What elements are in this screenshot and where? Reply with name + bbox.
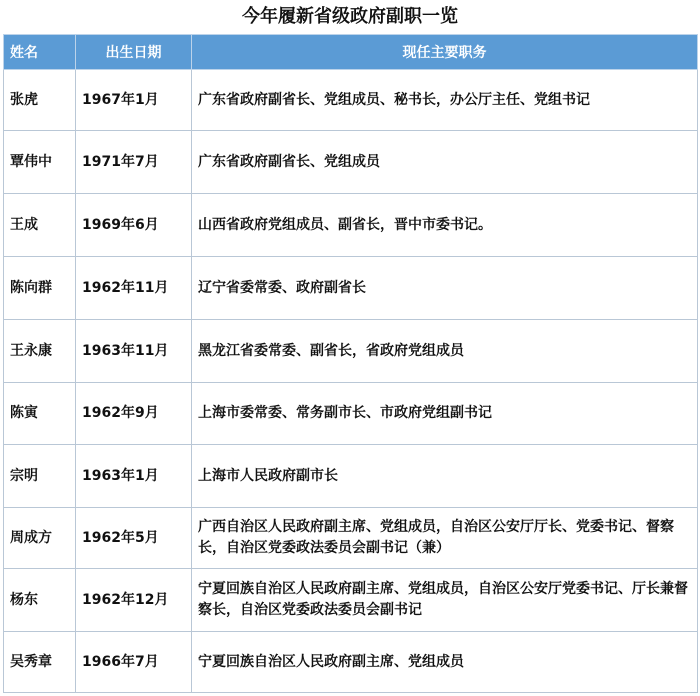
cell-duty: 宁夏回族自治区人民政府副主席、党组成员 xyxy=(192,632,698,693)
header-name: 姓名 xyxy=(4,35,76,70)
table-body xyxy=(4,70,698,693)
table-row xyxy=(4,632,698,693)
cell-name: 杨东 xyxy=(4,569,76,632)
cell-name: 王成 xyxy=(4,194,76,257)
cell-duty: 广东省政府副省长、党组成员、秘书长，办公厅主任、党组书记 xyxy=(192,70,698,131)
page-title: 今年履新省级政府副职一览 xyxy=(242,6,458,27)
table-row xyxy=(4,508,698,569)
cell-name: 周成方 xyxy=(4,508,76,569)
cell-birth-date: 1962年5月 xyxy=(76,508,192,569)
cell-birth-date: 1969年6月 xyxy=(76,194,192,257)
table-row xyxy=(4,131,698,194)
table-row xyxy=(4,569,698,632)
header-row xyxy=(4,35,698,70)
cell-birth-date: 1962年11月 xyxy=(76,257,192,320)
cell-duty: 宁夏回族自治区人民政府副主席、党组成员，自治区公安厅党委书记、厅长兼督察长，自治区党委政法委员会副书记 xyxy=(192,569,698,632)
table-row xyxy=(4,383,698,445)
header-birth-date: 出生日期 xyxy=(76,35,192,70)
cell-name: 王永康 xyxy=(4,320,76,383)
officials-table xyxy=(3,34,698,693)
cell-birth-date: 1966年7月 xyxy=(76,632,192,693)
cell-birth-date: 1963年1月 xyxy=(76,445,192,508)
cell-name: 吴秀章 xyxy=(4,632,76,693)
cell-name: 张虎 xyxy=(4,70,76,131)
cell-duty: 上海市委常委、常务副市长、市政府党组副书记 xyxy=(192,383,698,445)
table-row xyxy=(4,320,698,383)
cell-duty: 黑龙江省委常委、副省长，省政府党组成员 xyxy=(192,320,698,383)
table-header xyxy=(4,35,698,70)
cell-name: 宗明 xyxy=(4,445,76,508)
table-row xyxy=(4,194,698,257)
cell-name: 陈寅 xyxy=(4,383,76,445)
cell-birth-date: 1962年9月 xyxy=(76,383,192,445)
cell-name: 覃伟中 xyxy=(4,131,76,194)
cell-name: 陈向群 xyxy=(4,257,76,320)
table-row xyxy=(4,70,698,131)
cell-duty: 广东省政府副省长、党组成员 xyxy=(192,131,698,194)
cell-duty: 上海市人民政府副市长 xyxy=(192,445,698,508)
header-current-duty: 现任主要职务 xyxy=(192,35,698,70)
table-row xyxy=(4,445,698,508)
cell-birth-date: 1963年11月 xyxy=(76,320,192,383)
cell-birth-date: 1967年1月 xyxy=(76,70,192,131)
table-row xyxy=(4,257,698,320)
cell-duty: 广西自治区人民政府副主席、党组成员，自治区公安厅厅长、党委书记、督察长，自治区党委政法委员会副书记（兼） xyxy=(192,508,698,569)
cell-duty: 辽宁省委常委、政府副省长 xyxy=(192,257,698,320)
cell-birth-date: 1962年12月 xyxy=(76,569,192,632)
cell-duty: 山西省政府党组成员、副省长，晋中市委书记。 xyxy=(192,194,698,257)
cell-birth-date: 1971年7月 xyxy=(76,131,192,194)
